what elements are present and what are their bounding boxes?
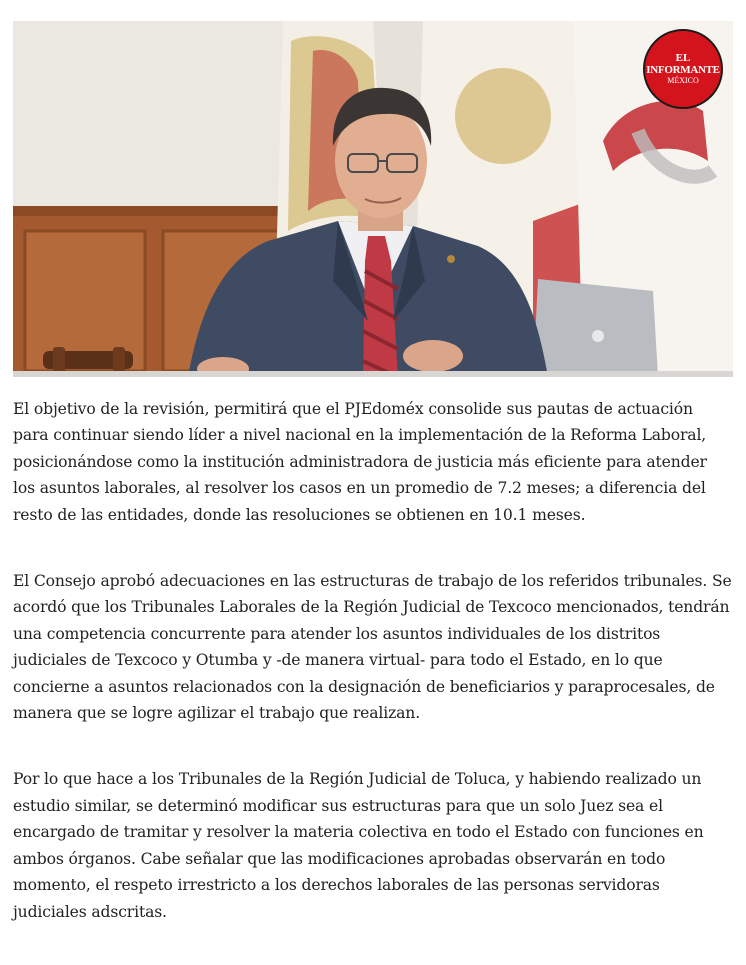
el-informante-mexico-logo: [643, 29, 723, 109]
article-paragraph: El objetivo de la revisión, permitirá que el PJEdoméx consolide sus pautas de actuación para continuar siendo líder a nivel nacional en la implementación de la Reforma Laboral, posicionándose como la institución administradora de justicia más eficiente para atender los asuntos laborales, al resolver los casos en un promedio de 7.2 meses; a diferencia del resto de las entidades, donde las resoluciones se obtienen en 10.1 meses.: [13, 400, 707, 524]
logo-line-3: MÉXICO: [667, 76, 699, 85]
article-body: [13, 396, 733, 965]
news-photo-illustration: [13, 21, 733, 377]
article-paragraph: Por lo que hace a los Tribunales de la Región Judicial de Toluca, y habiendo realizado un estudio similar, se determinó modificar sus estructuras para que un solo Juez sea el encargado de tramitar y resolver la materia colectiva en todo el Estado con funciones en ambos órganos. Cabe señalar que las modificaciones aprobadas observarán en todo momento, el respeto irrestricto a los derechos laborales de las personas servidoras judiciales adscritas.: [13, 770, 704, 921]
logo-line-1: EL: [675, 52, 691, 64]
logo-line-2: INFORMANTE: [646, 64, 720, 76]
article-paragraph: El Consejo aprobó adecuaciones en las estructuras de trabajo de los referidos tribunales. Se acordó que los Tribunales Laborales de la Región Judicial de Texcoco mencionados, tendrán una competencia concurrente para atender los asuntos individuales de los distritos judiciales de Texcoco y Otumba y -de manera virtual- para todo el Estado, en lo que concierne a asuntos relacionados con la designación de beneficiarios y paraprocesales, de manera que se logre agilizar el trabajo que realizan.: [13, 572, 732, 723]
news-photo: [13, 21, 733, 377]
